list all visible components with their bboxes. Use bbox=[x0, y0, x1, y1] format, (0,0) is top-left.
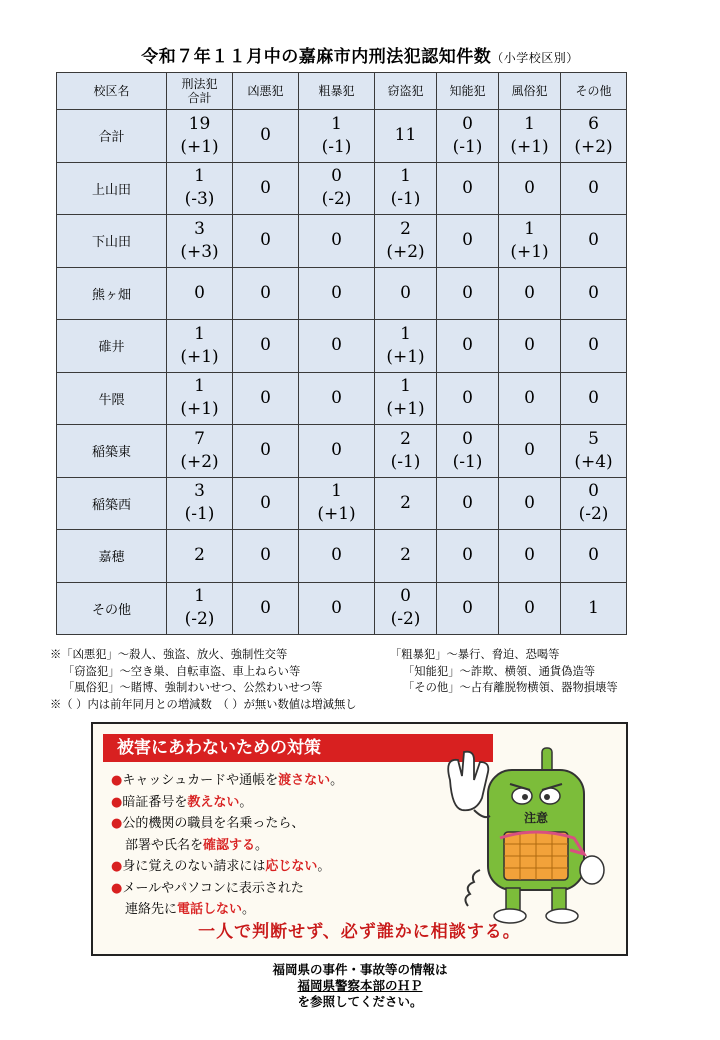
count-cell bbox=[233, 162, 299, 215]
count-diff: (+2) bbox=[180, 451, 219, 472]
count-cell bbox=[561, 425, 627, 478]
count-value: 1 bbox=[400, 166, 411, 187]
count-diff: (+2) bbox=[574, 136, 613, 157]
district-name: 嘉穂 bbox=[57, 530, 167, 583]
bullet-icon: ● bbox=[111, 816, 123, 831]
count-value: 0 bbox=[331, 545, 342, 566]
count-diff: (-2) bbox=[578, 504, 609, 525]
table-row bbox=[57, 425, 627, 478]
tip-item bbox=[111, 856, 441, 878]
police-hp-link[interactable]: 福岡県警察本部のＨＰ bbox=[297, 978, 423, 993]
count-value: 0 bbox=[260, 492, 271, 513]
count-diff: (+1) bbox=[180, 136, 219, 157]
count-cell bbox=[167, 582, 233, 635]
count-cell bbox=[499, 530, 561, 583]
count-cell bbox=[233, 477, 299, 530]
count-cell bbox=[561, 372, 627, 425]
count-cell bbox=[233, 372, 299, 425]
count-value: 0 bbox=[260, 177, 271, 198]
count-cell bbox=[499, 267, 561, 320]
count-cell bbox=[167, 162, 233, 215]
count-value: 0 bbox=[260, 230, 271, 251]
count-cell bbox=[299, 267, 375, 320]
count-value: 0 bbox=[260, 335, 271, 356]
count-cell bbox=[299, 425, 375, 478]
count-value: 0 bbox=[462, 177, 473, 198]
count-diff: (-3) bbox=[184, 189, 215, 210]
count-diff: (-2) bbox=[321, 189, 352, 210]
count-cell bbox=[233, 110, 299, 163]
count-diff: (-1) bbox=[390, 189, 421, 210]
count-cell bbox=[375, 477, 437, 530]
count-cell bbox=[437, 267, 499, 320]
count-value: 0 bbox=[194, 282, 205, 303]
count-value: 1 bbox=[194, 586, 205, 607]
count-cell bbox=[375, 582, 437, 635]
count-diff: (+1) bbox=[510, 241, 549, 262]
count-value: 0 bbox=[260, 125, 271, 146]
count-value: 2 bbox=[400, 492, 411, 513]
count-value: 0 bbox=[260, 440, 271, 461]
count-cell bbox=[167, 215, 233, 268]
tip-highlight: 確認する bbox=[203, 837, 256, 853]
footer-line3: を参照してください。 bbox=[297, 994, 423, 1009]
count-cell bbox=[375, 530, 437, 583]
count-cell bbox=[499, 320, 561, 373]
tip-highlight: 応じない bbox=[265, 859, 318, 874]
tip-item bbox=[111, 792, 441, 814]
note-diff: ※（ ）内は前年同月との増減数 （ ）が無い数値は増減無し bbox=[50, 697, 357, 711]
count-diff: (+2) bbox=[386, 241, 425, 262]
tip-text: 部署や氏名を bbox=[125, 837, 204, 853]
count-cell bbox=[233, 530, 299, 583]
count-value: 2 bbox=[400, 218, 411, 239]
count-cell bbox=[233, 215, 299, 268]
district-name: 熊ヶ畑 bbox=[57, 267, 167, 320]
count-value: 0 bbox=[462, 545, 473, 566]
count-value: 1 bbox=[331, 481, 342, 502]
count-value: 6 bbox=[588, 113, 599, 134]
district-name: 碓井 bbox=[57, 320, 167, 373]
count-cell bbox=[499, 110, 561, 163]
count-cell bbox=[299, 162, 375, 215]
count-cell bbox=[167, 530, 233, 583]
column-header-3: 粗暴犯 bbox=[299, 73, 375, 110]
tip-text: 公的機関の職員を名乗ったら、 bbox=[122, 816, 305, 831]
count-cell bbox=[561, 582, 627, 635]
count-diff: (+1) bbox=[180, 346, 219, 367]
tip-text: 。 bbox=[242, 902, 256, 917]
bullet-icon: ● bbox=[111, 880, 123, 896]
table-row bbox=[57, 477, 627, 530]
count-diff: (-1) bbox=[321, 136, 352, 157]
count-diff: (-1) bbox=[390, 451, 421, 472]
count-value: 0 bbox=[462, 492, 473, 513]
count-value: 0 bbox=[260, 282, 271, 303]
count-value: 0 bbox=[588, 387, 599, 408]
count-cell bbox=[167, 267, 233, 320]
banner-slogan: 一人で判断せず、必ず誰かに相談する。 bbox=[198, 922, 521, 942]
count-cell bbox=[437, 320, 499, 373]
count-cell bbox=[437, 162, 499, 215]
count-value: 0 bbox=[462, 282, 473, 303]
count-cell bbox=[167, 425, 233, 478]
page-title bbox=[0, 42, 720, 67]
count-cell bbox=[299, 530, 375, 583]
count-cell bbox=[299, 110, 375, 163]
tips-list bbox=[111, 770, 441, 921]
count-value: 0 bbox=[400, 586, 411, 607]
legend-notes bbox=[50, 647, 670, 713]
count-cell bbox=[499, 425, 561, 478]
tip-highlight: 電話しない bbox=[177, 902, 243, 917]
count-value: 0 bbox=[462, 113, 473, 134]
count-cell bbox=[499, 162, 561, 215]
count-cell bbox=[561, 320, 627, 373]
district-name: 牛隈 bbox=[57, 372, 167, 425]
count-value: 0 bbox=[524, 335, 535, 356]
count-value: 3 bbox=[194, 481, 205, 502]
count-value: 0 bbox=[524, 492, 535, 513]
count-value: 0 bbox=[331, 282, 342, 303]
district-name: 合計 bbox=[57, 110, 167, 163]
count-diff: (+1) bbox=[180, 399, 219, 420]
tip-item bbox=[111, 878, 441, 921]
count-cell bbox=[233, 582, 299, 635]
count-value: 0 bbox=[462, 428, 473, 449]
count-diff: (-1) bbox=[452, 136, 483, 157]
table-row bbox=[57, 267, 627, 320]
bullet-icon: ● bbox=[111, 859, 123, 874]
count-value: 1 bbox=[588, 597, 599, 618]
count-value: 0 bbox=[524, 597, 535, 618]
note-theft: 「窃盗犯」～空き巣、自転車盗、車上ねらい等 bbox=[63, 664, 301, 678]
table-body bbox=[57, 110, 627, 635]
count-value: 2 bbox=[400, 428, 411, 449]
count-value: 7 bbox=[194, 428, 205, 449]
count-value: 19 bbox=[188, 113, 211, 134]
district-name: 稲築西 bbox=[57, 477, 167, 530]
column-header-5: 知能犯 bbox=[437, 73, 499, 110]
count-value: 0 bbox=[331, 387, 342, 408]
count-cell bbox=[167, 372, 233, 425]
count-cell bbox=[561, 267, 627, 320]
tip-item bbox=[111, 770, 441, 792]
count-cell bbox=[375, 110, 437, 163]
count-diff: (+1) bbox=[317, 504, 356, 525]
column-header-6: 風俗犯 bbox=[499, 73, 561, 110]
count-diff: (+1) bbox=[386, 346, 425, 367]
count-diff: (-1) bbox=[184, 504, 215, 525]
tip-continuation bbox=[111, 835, 441, 857]
count-cell bbox=[437, 582, 499, 635]
count-cell bbox=[375, 425, 437, 478]
count-value: 0 bbox=[331, 335, 342, 356]
table-row bbox=[57, 215, 627, 268]
count-value: 1 bbox=[194, 323, 205, 344]
count-value: 0 bbox=[588, 481, 599, 502]
banner-heading: 被害にあわないための対策 bbox=[103, 734, 493, 762]
count-value: 0 bbox=[260, 597, 271, 618]
column-header-4: 窃盗犯 bbox=[375, 73, 437, 110]
tip-text: 連絡先に bbox=[125, 902, 178, 917]
count-value: 0 bbox=[260, 545, 271, 566]
count-cell bbox=[375, 267, 437, 320]
count-value: 1 bbox=[400, 376, 411, 397]
count-cell bbox=[299, 372, 375, 425]
tip-text: 暗証番号を bbox=[122, 794, 188, 810]
count-cell bbox=[167, 110, 233, 163]
count-cell bbox=[499, 215, 561, 268]
table-row bbox=[57, 320, 627, 373]
count-value: 11 bbox=[394, 125, 417, 146]
tip-text: 。 bbox=[330, 773, 344, 788]
phone-mascot-icon bbox=[430, 740, 620, 930]
count-cell bbox=[437, 372, 499, 425]
count-value: 1 bbox=[524, 113, 535, 134]
tip-text: 。 bbox=[239, 794, 253, 810]
count-value: 1 bbox=[194, 166, 205, 187]
count-cell bbox=[499, 477, 561, 530]
count-diff: (+4) bbox=[574, 451, 613, 472]
table-row bbox=[57, 530, 627, 583]
count-cell bbox=[437, 425, 499, 478]
count-value: 0 bbox=[462, 387, 473, 408]
title-main: 令和７年１１月中の嘉麻市内刑法犯認知件数 bbox=[141, 47, 492, 67]
count-value: 2 bbox=[194, 545, 205, 566]
count-value: 5 bbox=[588, 428, 599, 449]
count-value: 0 bbox=[331, 230, 342, 251]
note-morals: 「風俗犯」～賭博、強制わいせつ、公然わいせつ等 bbox=[63, 681, 323, 694]
count-diff: (-2) bbox=[390, 609, 421, 630]
count-value: 1 bbox=[524, 218, 535, 239]
count-cell bbox=[375, 372, 437, 425]
note-fraud: 「知能犯」～詐欺、横領、通貨偽造等 bbox=[403, 664, 596, 678]
count-cell bbox=[437, 530, 499, 583]
note-other: 「その他」～占有離脱物横領、器物損壊等 bbox=[403, 681, 618, 694]
count-cell bbox=[299, 582, 375, 635]
count-value: 0 bbox=[524, 177, 535, 198]
district-name: その他 bbox=[57, 582, 167, 635]
count-cell bbox=[233, 267, 299, 320]
count-diff: (+1) bbox=[386, 399, 425, 420]
count-cell bbox=[375, 215, 437, 268]
count-value: 0 bbox=[588, 335, 599, 356]
count-value: 1 bbox=[194, 376, 205, 397]
count-diff: (-1) bbox=[452, 451, 483, 472]
count-cell bbox=[299, 477, 375, 530]
count-cell bbox=[561, 215, 627, 268]
count-value: 0 bbox=[331, 166, 342, 187]
tip-text: 。 bbox=[255, 837, 269, 853]
count-value: 1 bbox=[331, 113, 342, 134]
district-name: 稲築東 bbox=[57, 425, 167, 478]
table-row bbox=[57, 110, 627, 163]
tip-highlight: 渡さない bbox=[278, 773, 331, 788]
count-value: 2 bbox=[400, 545, 411, 566]
count-value: 3 bbox=[194, 218, 205, 239]
count-cell bbox=[299, 215, 375, 268]
count-value: 0 bbox=[524, 282, 535, 303]
count-value: 1 bbox=[400, 323, 411, 344]
table-row bbox=[57, 162, 627, 215]
count-value: 0 bbox=[462, 597, 473, 618]
count-diff: (-2) bbox=[184, 609, 215, 630]
tip-text: 。 bbox=[317, 859, 331, 874]
count-value: 0 bbox=[462, 230, 473, 251]
count-value: 0 bbox=[524, 387, 535, 408]
column-header-2: 凶悪犯 bbox=[233, 73, 299, 110]
count-cell bbox=[167, 320, 233, 373]
count-cell bbox=[499, 582, 561, 635]
bullet-icon: ● bbox=[111, 773, 123, 788]
table-header bbox=[57, 73, 627, 110]
district-name: 上山田 bbox=[57, 162, 167, 215]
count-cell bbox=[233, 320, 299, 373]
district-name: 下山田 bbox=[57, 215, 167, 268]
count-value: 0 bbox=[588, 230, 599, 251]
count-cell bbox=[375, 320, 437, 373]
count-cell bbox=[375, 162, 437, 215]
count-value: 0 bbox=[524, 545, 535, 566]
table-row bbox=[57, 372, 627, 425]
column-header-7: その他 bbox=[561, 73, 627, 110]
count-cell bbox=[437, 215, 499, 268]
crime-stats-table bbox=[56, 72, 627, 635]
count-value: 0 bbox=[462, 335, 473, 356]
count-value: 0 bbox=[331, 597, 342, 618]
tip-text: 身に覚えのない請求には bbox=[122, 859, 266, 874]
count-value: 0 bbox=[588, 177, 599, 198]
tip-highlight: 教えない bbox=[187, 794, 240, 810]
count-value: 0 bbox=[400, 282, 411, 303]
column-header-0: 校区名 bbox=[57, 73, 167, 110]
count-cell bbox=[561, 110, 627, 163]
count-cell bbox=[561, 477, 627, 530]
count-cell bbox=[437, 477, 499, 530]
column-header-1: 刑法犯 合計 bbox=[167, 73, 233, 110]
title-sub: （小学校区別） bbox=[491, 51, 579, 65]
footer-line1: 福岡県の事件・事故等の情報は bbox=[272, 962, 448, 977]
count-value: 0 bbox=[588, 282, 599, 303]
tip-text: メールやパソコンに表示された bbox=[122, 880, 304, 896]
count-cell bbox=[233, 425, 299, 478]
count-value: 0 bbox=[524, 440, 535, 461]
tip-item bbox=[111, 813, 441, 856]
prevention-banner bbox=[91, 722, 628, 956]
count-cell bbox=[561, 530, 627, 583]
count-cell bbox=[561, 162, 627, 215]
count-value: 0 bbox=[260, 387, 271, 408]
table-row bbox=[57, 582, 627, 635]
count-cell bbox=[499, 372, 561, 425]
count-value: 0 bbox=[588, 545, 599, 566]
footer bbox=[0, 962, 720, 1010]
note-violent: ※「凶悪犯」～殺人、強盗、放火、強制性交等 bbox=[50, 648, 288, 661]
count-diff: (+1) bbox=[510, 136, 549, 157]
note-assault: 「粗暴犯」～暴行、脅迫、恐喝等 bbox=[390, 648, 560, 661]
count-cell bbox=[167, 477, 233, 530]
bullet-icon: ● bbox=[111, 794, 123, 810]
count-cell bbox=[299, 320, 375, 373]
tip-text: キャッシュカードや通帳を bbox=[122, 773, 279, 788]
count-value: 0 bbox=[331, 440, 342, 461]
count-diff: (+3) bbox=[180, 241, 219, 262]
count-cell bbox=[437, 110, 499, 163]
mascot-label: 注意 bbox=[523, 811, 549, 825]
